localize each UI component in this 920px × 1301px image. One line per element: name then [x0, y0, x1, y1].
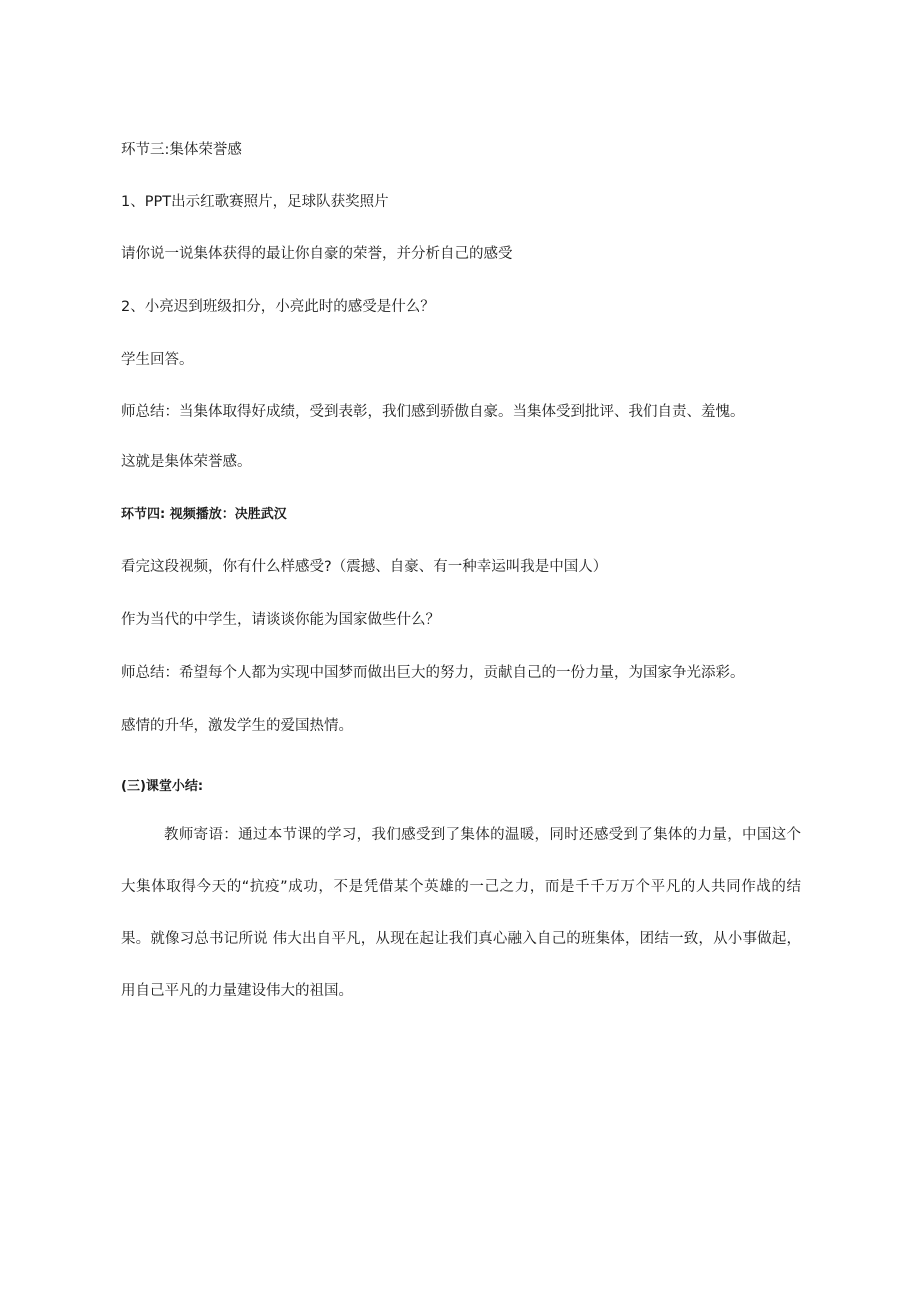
section4-note: 感情的升华，激发学生的爱国热情。	[121, 718, 353, 734]
section3-item1: 1、PPT出示红歌赛照片，足球队获奖照片	[121, 194, 389, 210]
section3-heading: 环节三:集体荣誉感	[121, 142, 242, 158]
section3-prompt1: 请你说一说集体获得的最让你自豪的荣誉，并分析自己的感受	[121, 246, 513, 262]
section4-summary: 师总结：希望每个人都为实现中国梦而做出巨大的努力，贡献自己的一份力量，为国家争光添彩。	[121, 665, 745, 681]
section3-summary-line1: 师总结：当集体取得好成绩，受到表彰，我们感到骄傲自豪。当集体受到批评、我们自责、羞愧。	[121, 404, 745, 420]
section4-question2: 作为当代的中学生，请谈谈你能为国家做些什么？	[121, 612, 440, 628]
section3-item2: 2、小亮迟到班级扣分，小亮此时的感受是什么？	[121, 299, 435, 315]
teacher-message: 教师寄语：通过本节课的学习，我们感受到了集体的温暖，同时还感受到了集体的力量，中国这个大集体取得今天的“抗疫”成功，不是凭借某个英雄的一己之力，而是千千万万个平凡的人共同作战的结果。就像习总书记所说 伟大出自平凡，从现在起让我们真心融入自己的班集体，团结一致，从小事做起，用自己平凡的力量建设伟大的祖国。	[121, 827, 801, 999]
section4-heading: 环节四: 视频播放：决胜武汉	[121, 507, 287, 522]
class-summary-heading: (三)课堂小结:	[121, 779, 204, 794]
section3-answer: 学生回答。	[121, 352, 194, 368]
section3-summary-line2: 这就是集体荣誉感。	[121, 454, 252, 470]
section4-question1: 看完这段视频，你有什么样感受?（震撼、自豪、有一种幸运叫我是中国人）	[121, 559, 608, 575]
